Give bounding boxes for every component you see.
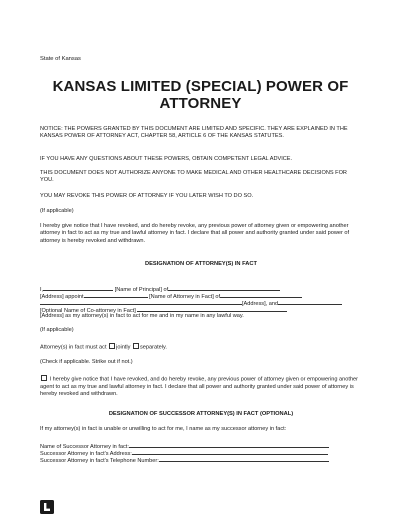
state-label: State of Kansas — [40, 56, 81, 62]
revocation-paragraph-1: I hereby give notice that I have revoked, and do hereby revoke, any previous power of attorney given or empowering another attorney in fact to act as my true and lawful attorney in fact. I declare that all power and authority granted under said power of attorney is hereby revoked and withdrawn. — [40, 223, 350, 244]
revoke-paragraph: YOU MAY REVOKE THIS POWER OF ATTORNEY IF YOU LATER WISH TO DO SO. — [40, 193, 254, 199]
address-appoint-label: [Address] appoint — [40, 294, 84, 300]
jointly-label: jointly — [116, 344, 131, 351]
co-attorney-label: [Optional Name of Co-attorney in Fact] — [40, 308, 136, 314]
address-and-label: [Address], and — [242, 301, 279, 307]
attorney-address-blank[interactable] — [220, 292, 302, 298]
attorney-name-blank[interactable] — [84, 292, 148, 298]
lawful-way-line: [Address] as my attorney(s) in fact to act for me and in my name in any lawful way. — [40, 313, 244, 319]
notice-paragraph: NOTICE: THE POWERS GRANTED BY THIS DOCUMENT ARE LIMITED AND SPECIFIC. THEY ARE EXPLAINED IN THE KANSAS POWER OF ATTORNEY ACT, CHAPTER 58, ARTICLE 6 OF THE KANSAS STATUTES. — [40, 126, 348, 140]
designation-heading: DESIGNATION OF ATTORNEY(S) IN FACT — [145, 261, 257, 267]
successor-phone-blank[interactable] — [159, 456, 329, 462]
successor-name-label: Name of Successor Attorney in fact: — [40, 444, 129, 450]
successor-name-blank[interactable] — [129, 442, 329, 448]
successor-heading: DESIGNATION OF SUCCESSOR ATTORNEY(S) IN FACT (OPTIONAL) — [108, 411, 294, 417]
co-attorney-address-blank[interactable] — [278, 299, 342, 305]
principal-prefix: I, — [40, 287, 44, 293]
legal-advice-paragraph: IF YOU HAVE ANY QUESTIONS ABOUT THESE POWERS, OBTAIN COMPETENT LEGAL ADVICE. — [40, 156, 293, 162]
must-act-label: Attorney(s) in fact must act — [40, 344, 107, 351]
must-act-line — [40, 343, 362, 352]
jointly-checkbox[interactable] — [109, 343, 115, 349]
revocation-2-text: I hereby give notice that I have revoked, and do hereby revoke, any previous power of attorney given or empowering another agent to act as my true and lawful attorney in fact. I declare that all power and authority granted under said power of attorney is hereby revoked and withdrawn. — [40, 376, 359, 398]
principal-name-label: [Name of Principal] of — [114, 287, 169, 293]
revocation-checkbox[interactable] — [41, 375, 47, 381]
successor-phone-line — [40, 456, 362, 465]
successor-phone-label: Successor Attorney in fact's Telephone Number: — [40, 458, 159, 464]
principal-name-blank[interactable] — [43, 285, 113, 291]
if-applicable-1: (If applicable) — [40, 208, 74, 214]
check-if-applicable: (Check if applicable. Strike out if not.) — [40, 359, 133, 365]
co-attorney-extra-blank[interactable] — [137, 306, 287, 312]
separately-checkbox[interactable] — [133, 343, 139, 349]
successor-intro: If my attorney(s) in fact is unable or unwilling to act for me, I name as my successor attorney in fact: — [40, 426, 287, 432]
revocation-paragraph-2 — [40, 375, 362, 398]
principal-address-blank[interactable] — [168, 285, 280, 291]
co-attorney-name-blank[interactable] — [40, 299, 242, 305]
successor-address-label: Successor Attorney in fact's Address: — [40, 451, 132, 457]
document-title: KANSAS LIMITED (SPECIAL) POWER OF ATTORNEY — [52, 78, 349, 112]
successor-address-blank[interactable] — [132, 449, 328, 455]
brand-logo-icon — [40, 500, 54, 514]
attorney-name-label: [Name of Attorney in Fact] of — [149, 294, 220, 300]
medical-paragraph: THIS DOCUMENT DOES NOT AUTHORIZE ANYONE TO MAKE MEDICAL AND OTHER HEALTHCARE DECISIONS FOR YOU. — [40, 170, 347, 184]
separately-label: separately. — [139, 344, 167, 351]
if-applicable-2: (If applicable) — [40, 327, 74, 333]
